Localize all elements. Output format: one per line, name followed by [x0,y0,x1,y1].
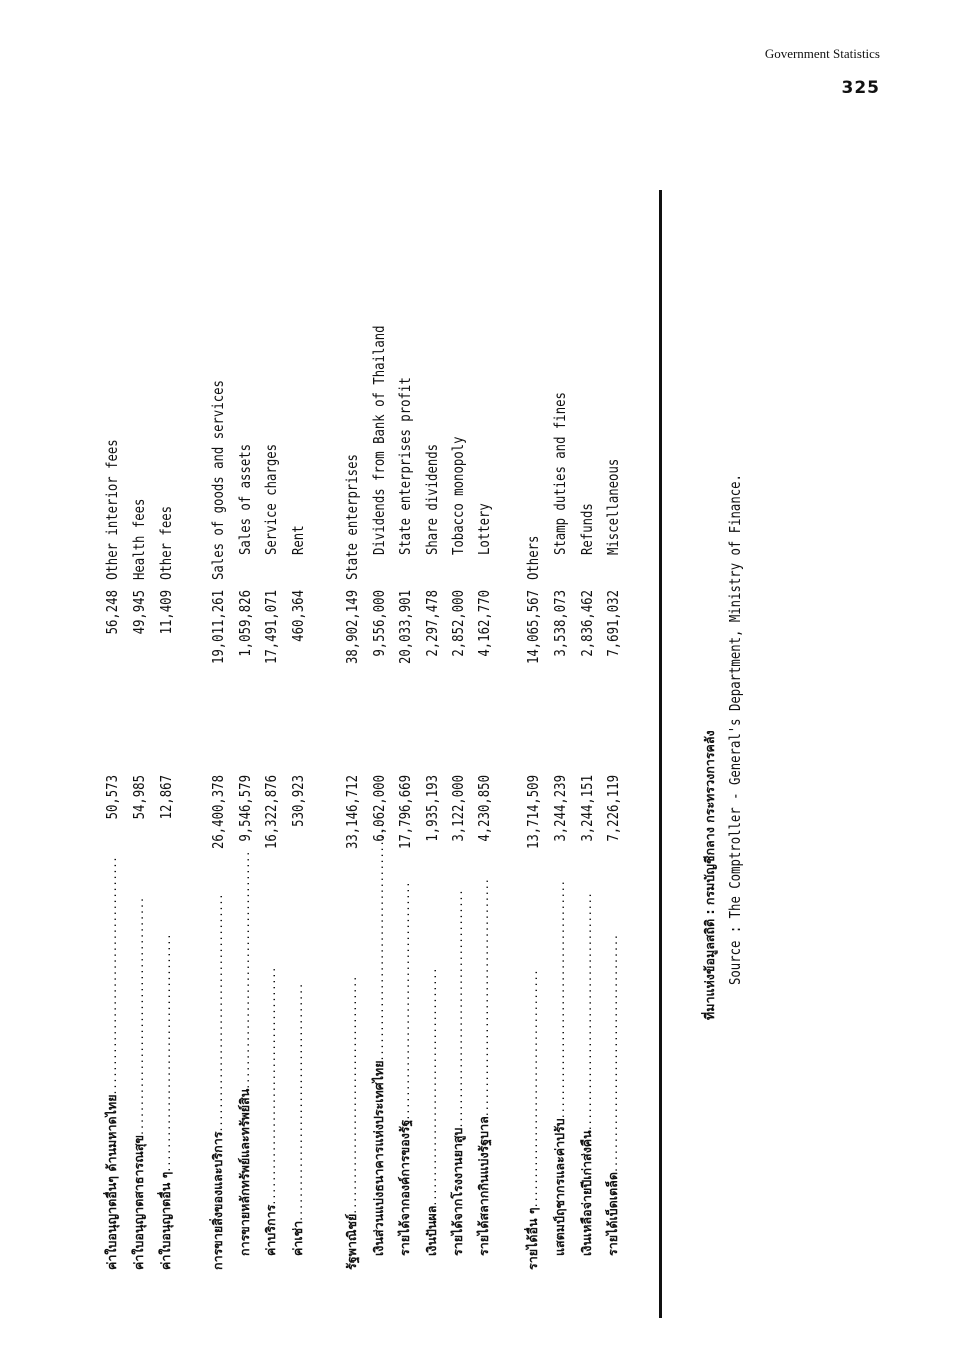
row-label-english: Health fees [130,498,148,580]
leader-dots: ........................................ [237,849,252,1089]
leader-dots: ........................................ [263,965,278,1205]
value-col2: 9,556,000 [370,590,388,657]
leader-dots: ........................................ [158,932,173,1172]
value-col2: 7,691,032 [604,590,622,657]
thai-label: รายได้สลากกินแบ่งรัฐบาล [476,1116,491,1256]
value-col1: 6,062,000 [370,775,388,842]
row-label-thai [206,892,230,1270]
row-label-thai [575,891,599,1270]
value-col2: 14,065,567 [524,590,542,665]
row-label-thai [154,932,178,1270]
row-label-english: Others [524,535,542,580]
row-label-english: Dividends from Bank of Thailand [370,325,388,555]
source-thai: ที่มาแห่งข้อมูลสถิติ : กรมบัญชีกลาง กระทรวงการคลัง [702,730,717,1020]
row-label-english: Other interior fees [103,439,121,580]
leader-dots: ........................................ [552,879,567,1119]
source-english: Source : The Comptroller - General's Department, Ministry of Finance. [726,474,744,985]
leader-dots: ........................................ [450,888,465,1128]
value-col1: 16,322,876 [262,775,280,850]
thai-label: ค่าบริการ [263,1204,278,1256]
value-col1: 4,230,850 [475,775,493,842]
leader-dots: ........................................ [210,892,225,1132]
thai-label: เงินส่วนแบ่งธนาคารแห่งประเทศไทย [371,1060,386,1256]
value-col1: 12,867 [157,775,175,820]
row-label-thai [259,965,283,1270]
thai-label: การขายสิ่งของและบริการ [210,1131,225,1270]
value-col2: 38,902,149 [343,590,361,665]
leader-dots: ........................................ [290,981,305,1221]
leader-dots: ........................................ [579,891,594,1131]
row-label-thai [367,821,391,1270]
row-label-english: Refunds [578,503,596,555]
value-col1: 3,244,151 [578,775,596,842]
thai-label: เงินปันผล [424,1205,439,1256]
row-label-english: Other fees [157,505,175,580]
leader-dots: ........................................ [605,933,620,1173]
row-label-thai [521,968,545,1270]
thai-label: รายได้จากโรงงานยาสูบ [450,1127,465,1256]
value-col2: 49,945 [130,590,148,635]
row-label-english: Sales of goods and services [209,380,227,580]
leader-dots: ........................................ [424,966,439,1206]
value-col2: 3,538,073 [551,590,569,657]
row-label-english: State enterprises profit [396,377,414,555]
row-label-thai [446,888,470,1270]
row-label-thai [286,981,310,1270]
row-label-thai [100,855,124,1270]
value-col1: 1,935,193 [423,775,441,842]
value-col2: 2,852,000 [449,590,467,657]
value-col1: 50,573 [103,775,121,820]
value-col2: 4,162,770 [475,590,493,657]
thai-label: ค่าเช่า [290,1220,305,1256]
value-col1: 9,546,579 [236,775,254,842]
thai-label: ค่าใบอนุญาตอื่นๆ ด้านมหาดไทย [104,1094,119,1270]
row-label-thai [340,974,364,1270]
table-bottom-rule [659,190,662,1318]
row-label-english: Service charges [262,443,280,555]
page-number: 325 [841,78,880,98]
value-col2: 20,033,901 [396,590,414,665]
leader-dots: ........................................ [476,877,491,1117]
row-label-thai [420,966,444,1270]
row-label-thai [393,880,417,1270]
thai-label: ค่าใบอนุญาตอื่น ๆ [158,1171,173,1270]
thai-label: แสตมป์ฤชากรและค่าปรับ [552,1118,567,1256]
leader-dots: ........................................ [525,968,540,1208]
thai-label: รายได้อื่น ๆ [525,1207,540,1270]
row-label-thai [127,896,151,1270]
leader-dots: ........................................ [104,855,119,1095]
leader-dots: ........................................ [371,821,386,1061]
row-label-english: Lottery [475,503,493,555]
row-label-english: State enterprises [343,454,361,580]
row-label-thai [601,933,625,1270]
value-col1: 54,985 [130,775,148,820]
thai-label: เงินเหลือจ่ายปีเก่าส่งคืน [579,1130,594,1256]
value-col1: 17,796,669 [396,775,414,850]
thai-label: รัฐพาณิชย์ [344,1213,359,1270]
leader-dots: ........................................ [131,896,146,1135]
value-col1: 33,146,712 [343,775,361,850]
value-col1: 13,714,509 [524,775,542,850]
row-label-english: Tobacco monopoly [449,436,467,555]
value-col1: 26,400,378 [209,775,227,850]
value-col1: 3,244,239 [551,775,569,842]
value-col1: 7,226,119 [604,775,622,842]
value-col1: 3,122,000 [449,775,467,842]
value-col1: 530,923 [289,775,307,827]
value-col2: 56,248 [103,590,121,635]
row-label-thai [548,879,572,1270]
value-col2: 2,836,462 [578,590,596,657]
value-col2: 460,364 [289,590,307,642]
value-col2: 2,297,478 [423,590,441,657]
row-label-english: Miscellaneous [604,458,622,555]
row-label-thai [472,877,496,1270]
thai-label: รายได้จากองค์การของรัฐ [397,1119,412,1256]
thai-label: การขายหลักทรัพย์และทรัพย์สิน [237,1088,252,1256]
row-label-english: Rent [289,525,307,555]
value-col2: 19,011,261 [209,590,227,665]
thai-label: รายได้เบ็ดเตล็ด [605,1172,620,1256]
running-head: Government Statistics [764,46,880,61]
value-col2: 11,409 [157,590,175,635]
value-col2: 17,491,071 [262,590,280,665]
row-label-english: Sales of assets [236,443,254,555]
value-col2: 1,059,826 [236,590,254,657]
leader-dots: ........................................ [397,880,412,1120]
leader-dots: ........................................ [344,974,359,1214]
row-label-english: Stamp duties and fines [551,392,569,555]
row-label-thai [233,849,257,1270]
thai-label: ค่าใบอนุญาตสาธารณสุข [131,1134,146,1270]
row-label-english: Share dividends [423,443,441,555]
